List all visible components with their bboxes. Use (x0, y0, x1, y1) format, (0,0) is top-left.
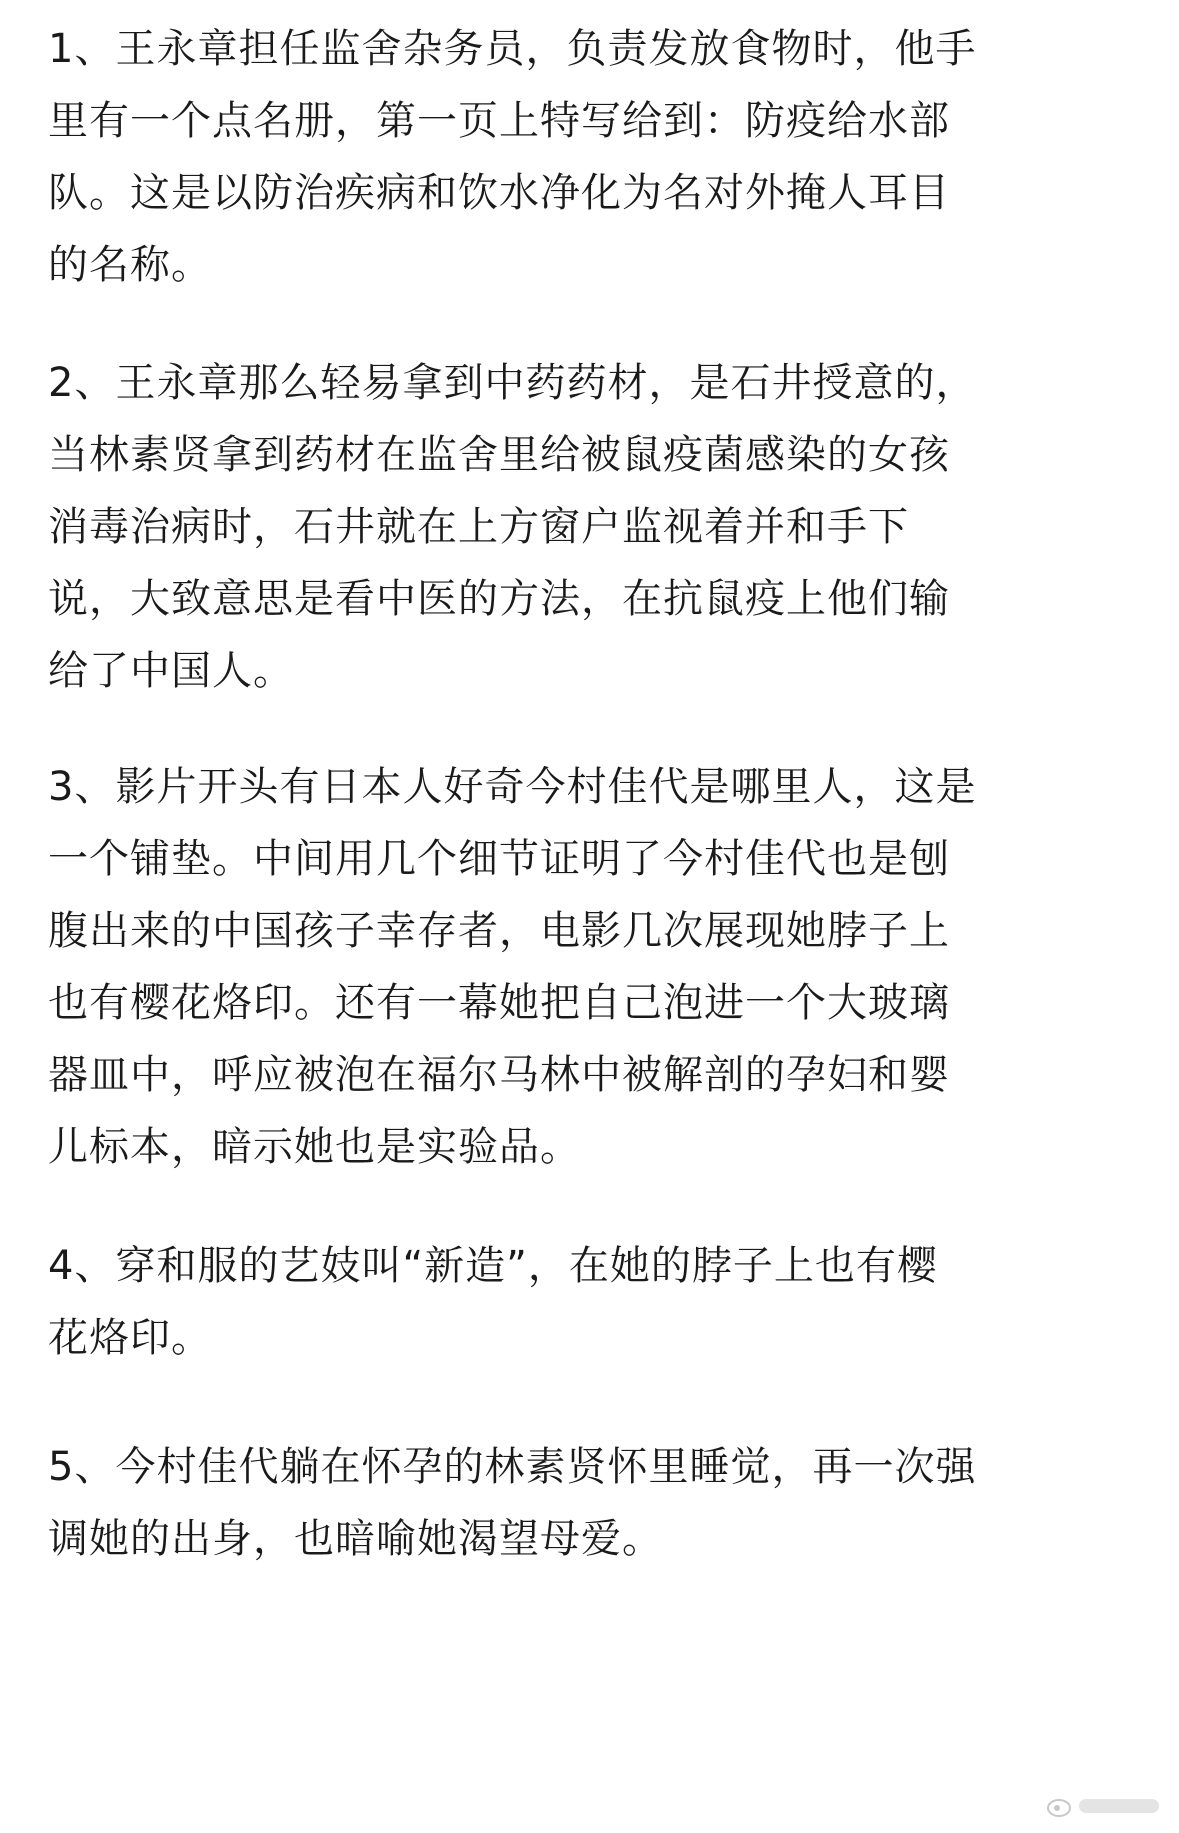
paragraph-4 (48, 1230, 1138, 1374)
text-line: 一个铺垫。中间用几个细节证明了今村佳代也是刨 (48, 836, 950, 882)
text-line: 消毒治病时，石井就在上方窗户监视着并和手下 (48, 504, 909, 550)
text-line: 花烙印。 (48, 1315, 212, 1361)
paragraph-3 (48, 751, 1138, 1183)
text-line: 的名称。 (48, 242, 212, 288)
paragraph-5 (48, 1431, 1138, 1575)
text-line: 3、影片开头有日本人好奇今村佳代是哪里人，这是 (48, 764, 977, 810)
text-line: 说，大致意思是看中医的方法，在抗鼠疫上他们输 (48, 576, 950, 622)
text-line: 里有一个点名册，第一页上特写给到：防疫给水部 (48, 98, 950, 144)
paragraph-1 (48, 13, 1138, 301)
text-line: 队。这是以防治疾病和饮水净化为名对外掩人耳目 (48, 170, 950, 216)
text-line: 腹出来的中国孩子幸存者，电影几次展现她脖子上 (48, 908, 950, 954)
text-line: 调她的出身，也暗喻她渴望母爱。 (48, 1516, 663, 1562)
text-line: 当林素贤拿到药材在监舍里给被鼠疫菌感染的女孩 (48, 432, 950, 478)
text-line: 4、穿和服的艺妓叫“新造”，在她的脖子上也有樱 (48, 1243, 938, 1289)
text-line: 器皿中，呼应被泡在福尔马林中被解剖的孕妇和婴 (48, 1052, 950, 1098)
text-line: 1、王永章担任监舍杂务员，负责发放食物时，他手 (48, 26, 977, 72)
paragraph-2 (48, 347, 1138, 707)
text-line: 也有樱花烙印。还有一幕她把自己泡进一个大玻璃 (48, 980, 950, 1026)
text-line: 5、今村佳代躺在怀孕的林素贤怀里睡觉，再一次强 (48, 1444, 977, 1490)
weibo-watermark-icon (1045, 1793, 1163, 1819)
text-line: 给了中国人。 (48, 648, 294, 694)
text-line: 2、王永章那么轻易拿到中药药材，是石井授意的， (48, 360, 977, 406)
text-line: 儿标本，暗示她也是实验品。 (48, 1124, 581, 1170)
